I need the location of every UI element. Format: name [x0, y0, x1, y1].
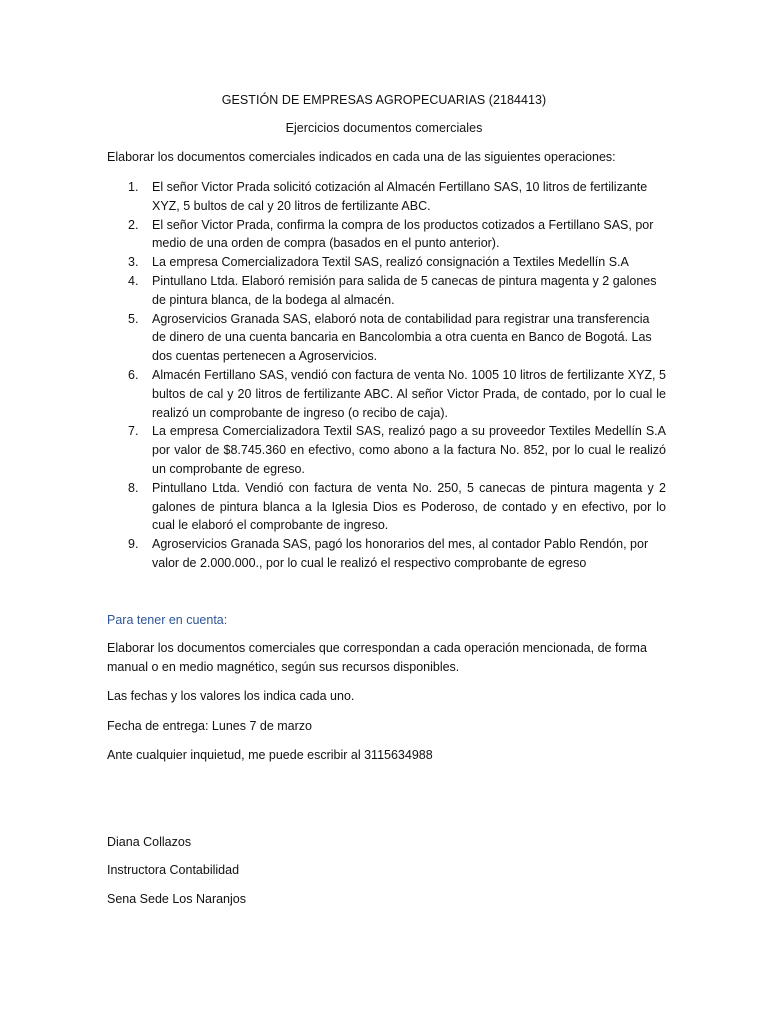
list-item-number: 2. [128, 217, 139, 232]
signature-name: Diana Collazos [107, 835, 192, 849]
list-item-text: El señor Victor Prada, confirma la compra de los productos cotizados a Fertillano SAS, por medio de una orden de compra (basados en el punto anterior). [152, 217, 654, 251]
list-item-number: 6. [128, 367, 139, 382]
instructions-intro: Elaborar los documentos comerciales indicados en cada una de las siguientes operaciones: [107, 150, 616, 164]
list-item-text: Agroservicios Granada SAS, pagó los honorarios del mes, al contador Pablo Rendón, por valor de 2.000.000., por lo cual le realizó el respectivo comprobante de egreso [152, 537, 649, 570]
list-item [0, 272, 768, 310]
operations-list [0, 178, 768, 573]
delivery-date: Fecha de entrega: Lunes 7 de marzo [107, 719, 312, 733]
notes-body: Elaborar los documentos comerciales que correspondan a cada operación mencionada, de forma manual o en medio magnético, según sus recursos disponibles. [107, 641, 647, 674]
list-item-number: 7. [128, 424, 139, 439]
list-item-number: 1. [128, 180, 139, 194]
list-item [0, 422, 768, 478]
list-item-number: 3. [128, 255, 139, 270]
list-item [0, 310, 768, 366]
list-item [0, 253, 768, 272]
list-item-number: 9. [128, 537, 139, 552]
document-title: GESTIÓN DE EMPRESAS AGROPECUARIAS (2184413) [221, 93, 547, 107]
list-item-text: Pintullano Ltda. Vendió con factura de venta No. 250, 5 canecas de pintura magenta y 2 galones de pintura blanca a la Iglesia Dios es Poderoso, de contado y en efectivo, por lo cual le elaboró el comprobante de ingreso. [152, 480, 666, 533]
list-item-text: Pintullano Ltda. Elaboró remisión para salida de 5 canecas de pintura magenta y 2 galones de pintura blanca, de la bodega al almacén. [152, 273, 657, 307]
notes-dates: Las fechas y los valores los indica cada uno. [107, 689, 355, 703]
contact-info: Ante cualquier inquietud, me puede escribir al 3115634988 [107, 748, 433, 762]
list-item-text: El señor Victor Prada solicitó cotización al Almacén Fertillano SAS, 10 litros de fertilizante XYZ, 5 bultos de cal y 20 litros de fertilizante ABC. [152, 180, 648, 213]
list-item [0, 178, 768, 216]
list-item-number: 5. [128, 311, 139, 326]
notes-heading: Para tener en cuenta: [107, 613, 228, 627]
list-item-text: Agroservicios Granada SAS, elaboró nota de contabilidad para registrar una transferencia de dinero de una cuenta bancaria en Bancolombia a otra cuenta en Banco de Bogotá. Las dos cuentas pertenecen a Agroservicios. [152, 311, 652, 364]
list-item-text: Almacén Fertillano SAS, vendió con factura de venta No. 1005 10 litros de fertilizante XYZ, 5 bultos de cal y 20 litros de fertilizante ABC. Al señor Victor Prada, de contado, por lo cual le realizó un comprobante de ingreso (o recibo de caja). [152, 367, 666, 420]
list-item-text: La empresa Comercializadora Textil SAS, realizó consignación a Textiles Medellín S.A [152, 255, 629, 270]
list-item-number: 8. [128, 480, 139, 495]
list-item [0, 479, 768, 535]
signature-role: Instructora Contabilidad [107, 863, 240, 877]
list-item [0, 216, 768, 254]
list-item-text: La empresa Comercializadora Textil SAS, realizó pago a su proveedor Textiles Medellín S.A por valor de $8.745.360 en efectivo, como abono a la factura No. 852, por lo cual le realizó un comprobante de egreso. [152, 424, 666, 476]
list-item [0, 366, 768, 422]
signature-organization: Sena Sede Los Naranjos [107, 892, 246, 906]
list-item-number: 4. [128, 273, 139, 288]
document-subtitle: Ejercicios documentos comerciales [285, 121, 483, 135]
list-item [0, 535, 768, 573]
